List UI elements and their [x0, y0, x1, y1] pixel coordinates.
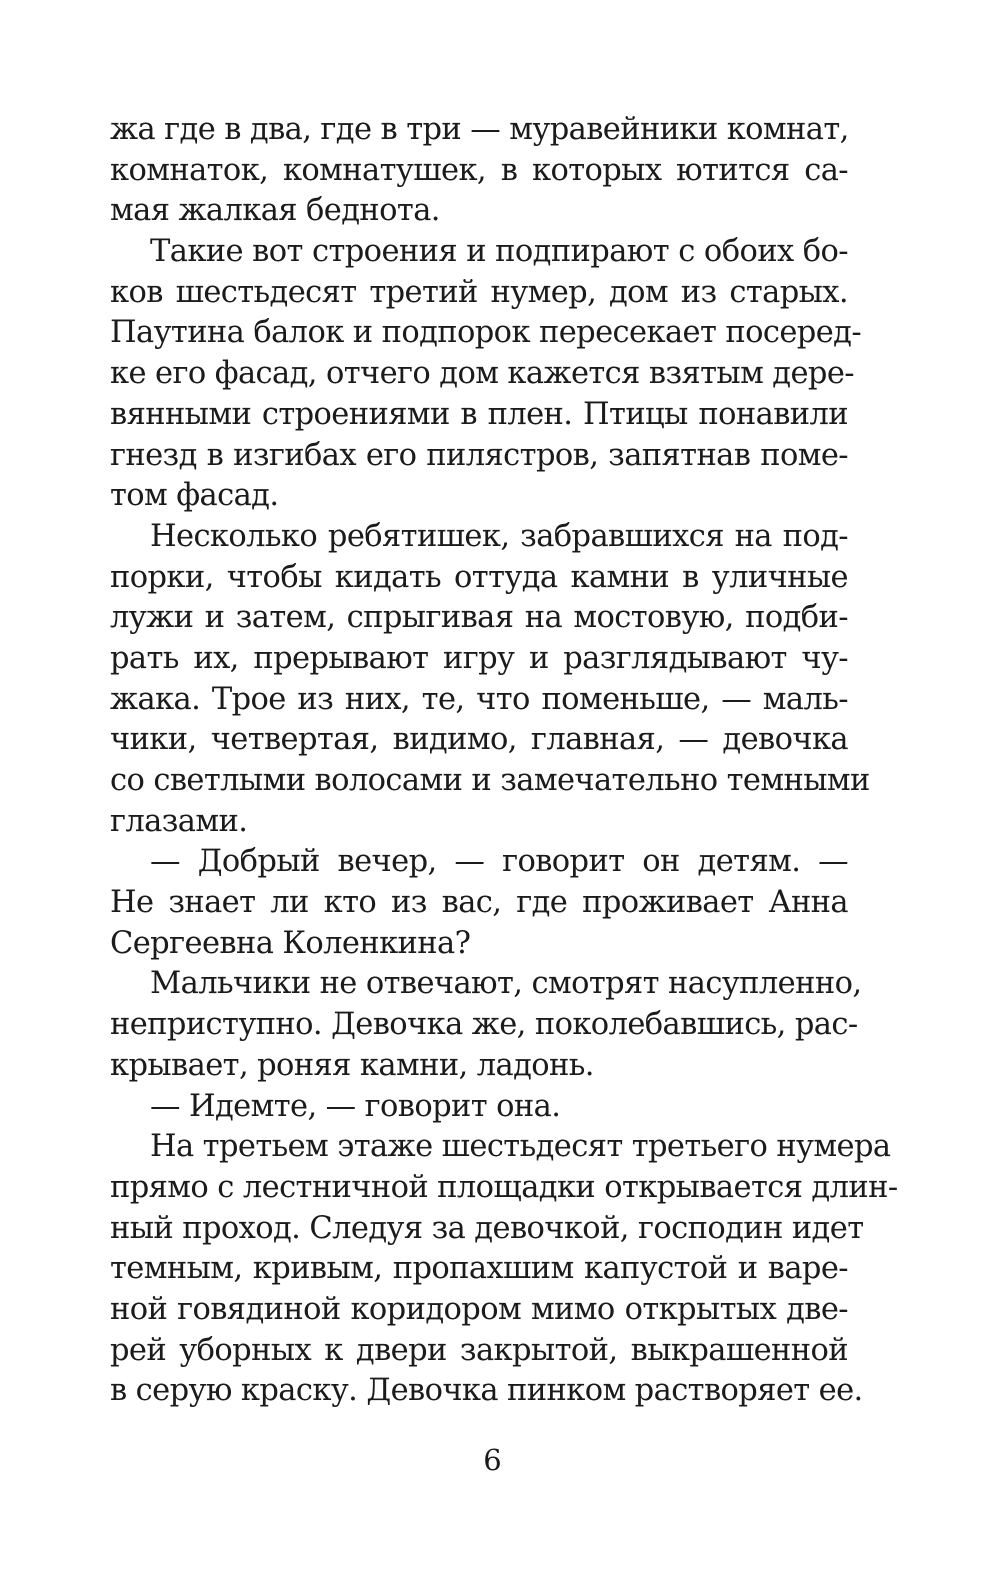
paragraph	[110, 517, 870, 843]
paragraph	[110, 1087, 848, 1128]
text-line: в серую краску. Девочка пинком растворяет ее.	[110, 1373, 863, 1409]
text-line: жа где в два, где в три — муравейники комнат,	[110, 112, 849, 147]
text-line: мая жалкая беднота.	[110, 193, 440, 229]
text-line: порки, чтобы кидать оттуда камни в уличные	[110, 559, 848, 595]
text-line: крывает, роняя камни, ладонь.	[110, 1047, 594, 1083]
text-line: Несколько ребятишек, забравшихся на под-	[150, 518, 848, 554]
paragraph	[110, 1127, 898, 1412]
text-line: прямо с лестничной площадки открывается длин-	[110, 1169, 898, 1205]
text-line: темным, кривым, пропахшим капустой и варе-	[110, 1251, 848, 1287]
text-line: глазами.	[110, 803, 248, 839]
text-line: Такие вот строения и подпирают с обоих бо-	[150, 234, 848, 270]
text-line: Не знает ли кто из вас, где проживает Анна	[110, 885, 848, 921]
page-number: 6	[483, 1443, 502, 1477]
text-line: Мальчики не отвечают, смотрят насупленно,	[150, 966, 862, 1002]
text-line: Сергеевна Коленкина?	[110, 925, 471, 961]
text-line: неприступно. Девочка же, поколебавшись, рас-	[110, 1007, 858, 1043]
text-line: вянными строениями в плен. Птицы понавили	[110, 396, 848, 432]
paragraph	[110, 232, 862, 517]
paragraph	[110, 964, 862, 1086]
text-line: — Добрый вечер, — говорит он детям. —	[150, 844, 848, 880]
text-line: комнаток, комнатушек, в которых ютится са-	[110, 152, 848, 188]
text-line: том фасад.	[110, 478, 279, 514]
text-line: — Идемте, — говорит она.	[150, 1088, 561, 1124]
text-line: ке его фасад, отчего дом кажется взятым дере-	[110, 356, 855, 392]
text-line: жака. Трое из них, те, что поменьше, — маль-	[110, 681, 848, 717]
text-line: гнезд в изгибах его пилястров, запятнав поме-	[110, 437, 848, 473]
text-line: На третьем этаже шестьдесят третьего нумера	[150, 1129, 891, 1165]
text-line: ный проход. Следуя за девочкой, господин идет	[110, 1210, 864, 1246]
paragraph	[110, 110, 848, 232]
book-page-text	[110, 110, 898, 1412]
text-line: рей уборных к двери закрытой, выкрашенной	[110, 1332, 848, 1368]
text-line: чики, четвертая, видимо, главная, — девочка	[110, 722, 848, 758]
text-line: лужи и затем, спрыгивая на мостовую, подби-	[110, 600, 848, 636]
text-line: ков шестьдесят третий нумер, дом из старых.	[110, 274, 848, 310]
text-line: ной говядиной коридором мимо открытых две-	[110, 1291, 848, 1327]
paragraph	[110, 842, 848, 964]
text-line: рать их, прерывают игру и разглядывают чу-	[110, 640, 848, 676]
text-line: со светлыми волосами и замечательно темными	[110, 763, 870, 798]
text-line: Паутина балок и подпорок пересекает посеред-	[110, 315, 862, 351]
